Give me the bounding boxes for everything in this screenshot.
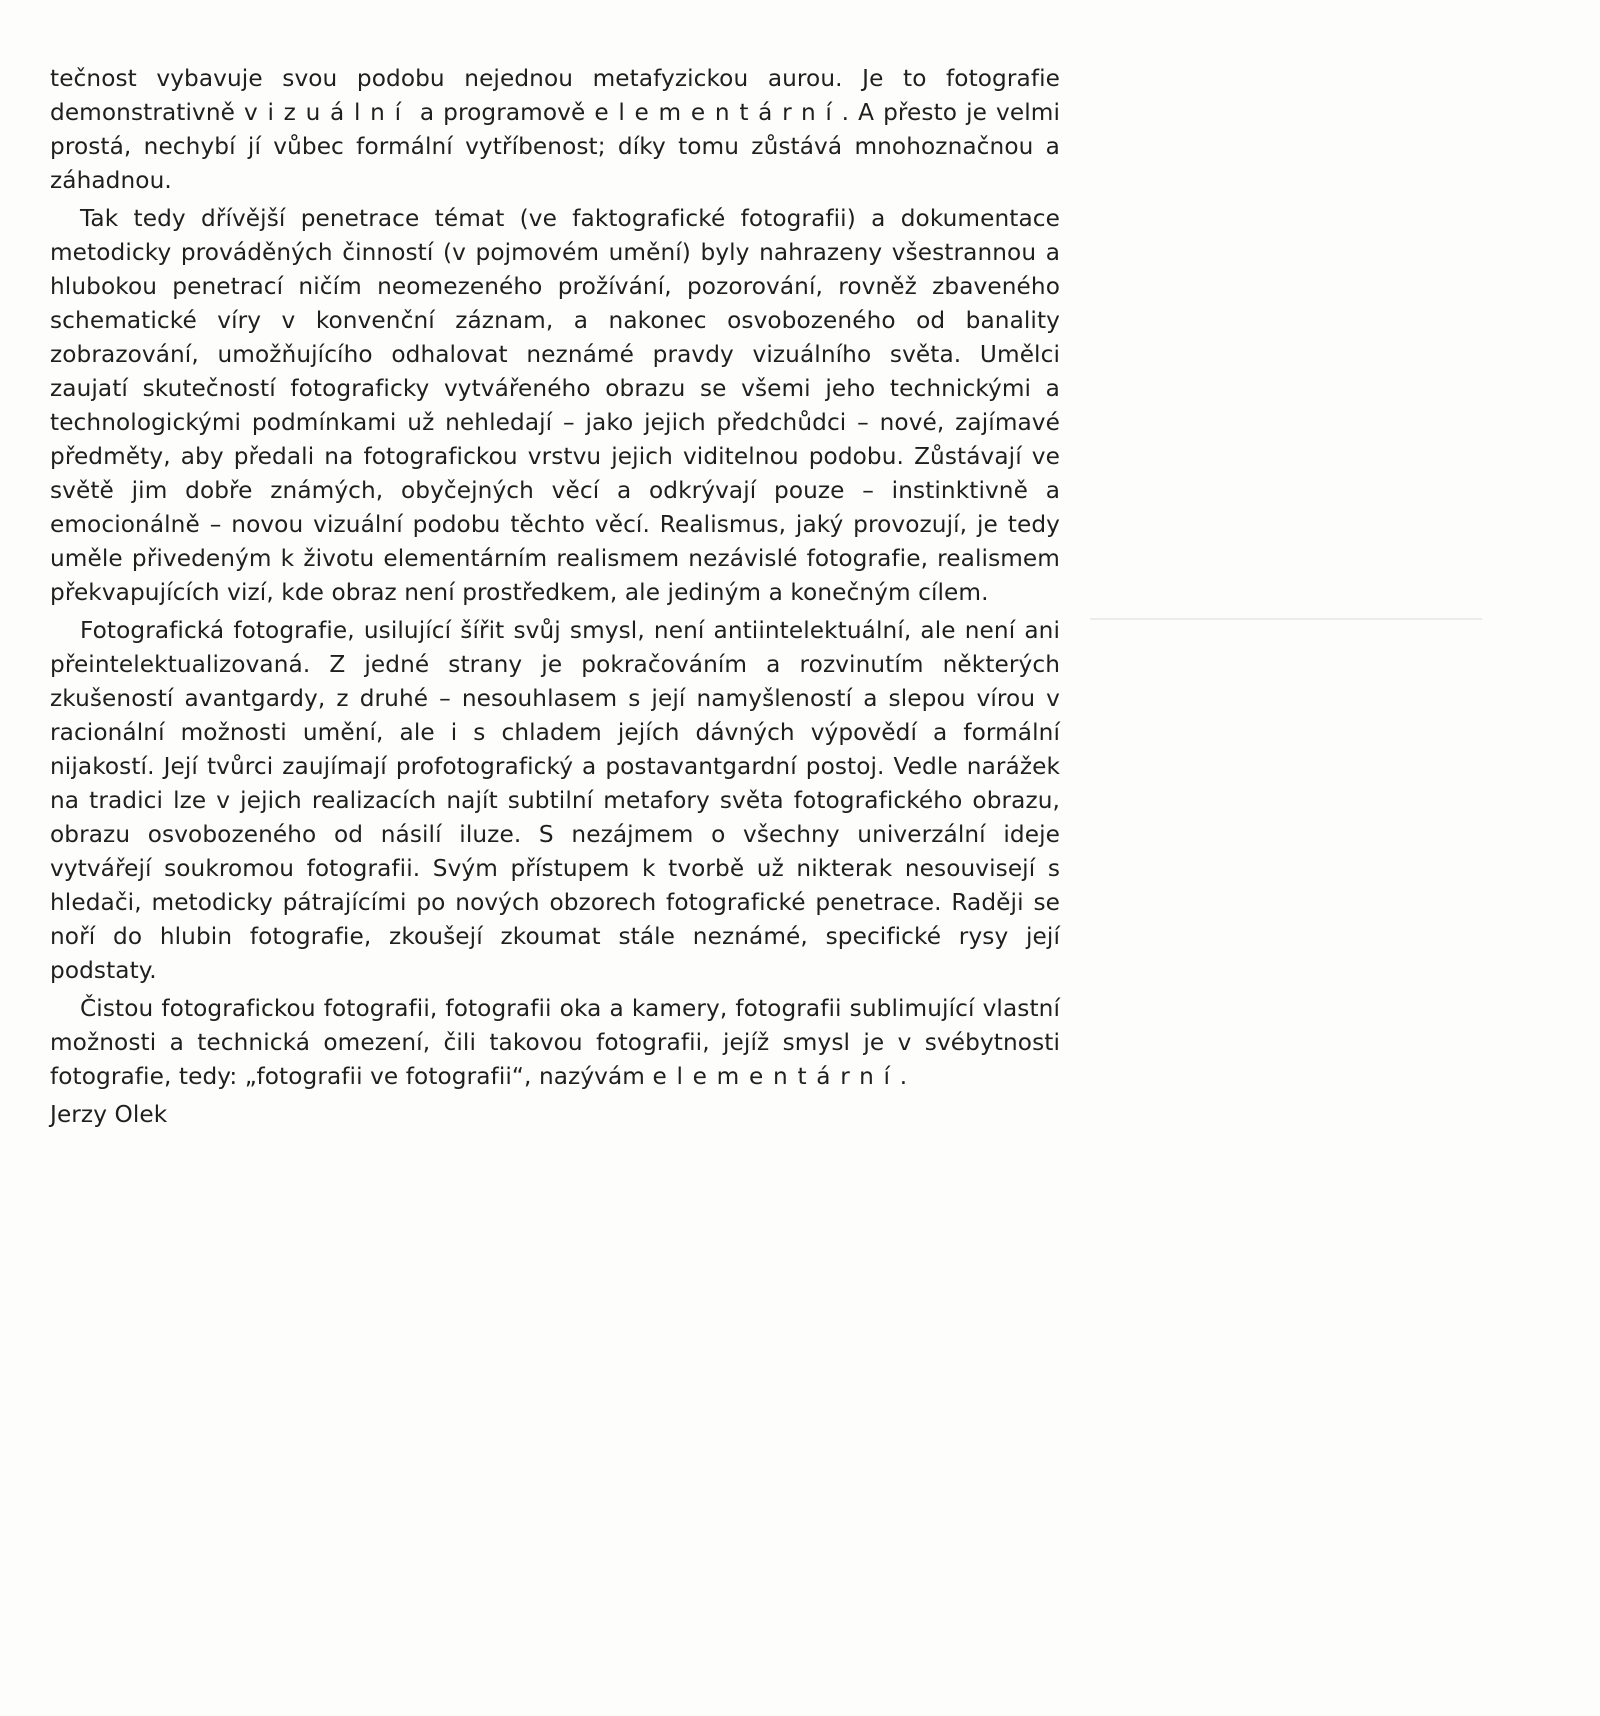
paragraph-3: Fotografická fotografie, usilující šířit svůj smysl, není antiintelektuální, ale není ani přeintelektualizovaná. Z jedné strany je pokračováním a rozvinutím některých zkušeností avantgardy, z druhé – nesouhlasem s její namyšleností a slepou vírou v racionální možnosti umění, ale i s chladem jejích dávných výpovědí a formální nijakostí. Její tvůrci zaujímají profotografický a postavantgardní postoj. Vedle narážek na tradici lze v jejich realizacích najít subtilní metafory světa fotografického obrazu, obrazu osvobozeného od násilí iluze. S nezájmem o všechny univerzální ideje vytvářejí soukromou fotografii. Svým přístupem k tvorbě už nikterak nesouvisejí s hledači, metodicky pátrajícími po nových obzorech fotografické penetrace. Raději se noří do hlubin fotografie, zkoušejí zkoumat stále neznámé, specifické rysy její podstaty. (50, 617, 1060, 984)
paragraph-1-text-a: tečnost vybavuje svou podobu nejednou metafyzickou aurou. Je to fotografie demonstrativně (50, 65, 1060, 126)
show-through-rule (1090, 618, 1482, 620)
paragraph-2: Tak tedy dřívější penetrace témat (ve faktografické fotografii) a dokumentace metodicky prováděných činností (v pojmovém umění) byly nahrazeny všestrannou a hlubokou penetrací ničím neomezeného prožívání, pozorování, rovněž zbaveného schematické víry v konvenční záznam, a nakonec osvobozeného od banality zobrazování, umožňujícího odhalovat neznámé pravdy vizuálního světa. Umělci zaujatí skutečností fotograficky vytvářeného obrazu se všemi jeho technickými a technologickými podmínkami už nehledají – jako jejich předchůdci – nové, zajímavé předměty, aby předali na fotografickou vrstvu jejich viditelnou podobu. Zůstávají ve světě jim dobře známých, obyčejných věcí a odkrývají pouze – instinktivně a emocionálně – novou vizuální podobu těchto věcí. Realismus, jaký provozují, je tedy uměle přivedeným k životu elementárním realismem nezávislé fotografie, realismem překvapujících vizí, kde obraz není prostředkem, ale jediným a konečným cílem. (50, 205, 1060, 606)
paragraph-4-text-a: Čistou fotografickou fotografii, fotografii oka a kamery, fotografii sublimující vlastní možnosti a technická omezení, čili takovou fotografii, jejíž smysl je v svébytnosti fotografie, tedy: „fotografii ve fotografii“, nazývám (50, 995, 1060, 1090)
spaced-word-vizualni: vizuální (244, 99, 411, 126)
paragraph-1-text-c: . A přesto je velmi prostá, nechybí jí vůbec formální vytříbenost; díky tomu zůstává mnohoznačnou a záhadnou. (50, 99, 1060, 194)
article-text (50, 62, 1060, 1136)
paragraph-4 (50, 992, 1060, 1094)
paragraph-1-text-b: a programově (410, 99, 595, 126)
paragraph-4-text-b: . (899, 1063, 908, 1090)
spaced-word-elementarni-final: elementární (652, 1063, 900, 1090)
spaced-word-elementarni: elementární (594, 99, 842, 126)
paragraph-1 (50, 62, 1060, 198)
author-signature: Jerzy Olek (50, 1101, 168, 1128)
